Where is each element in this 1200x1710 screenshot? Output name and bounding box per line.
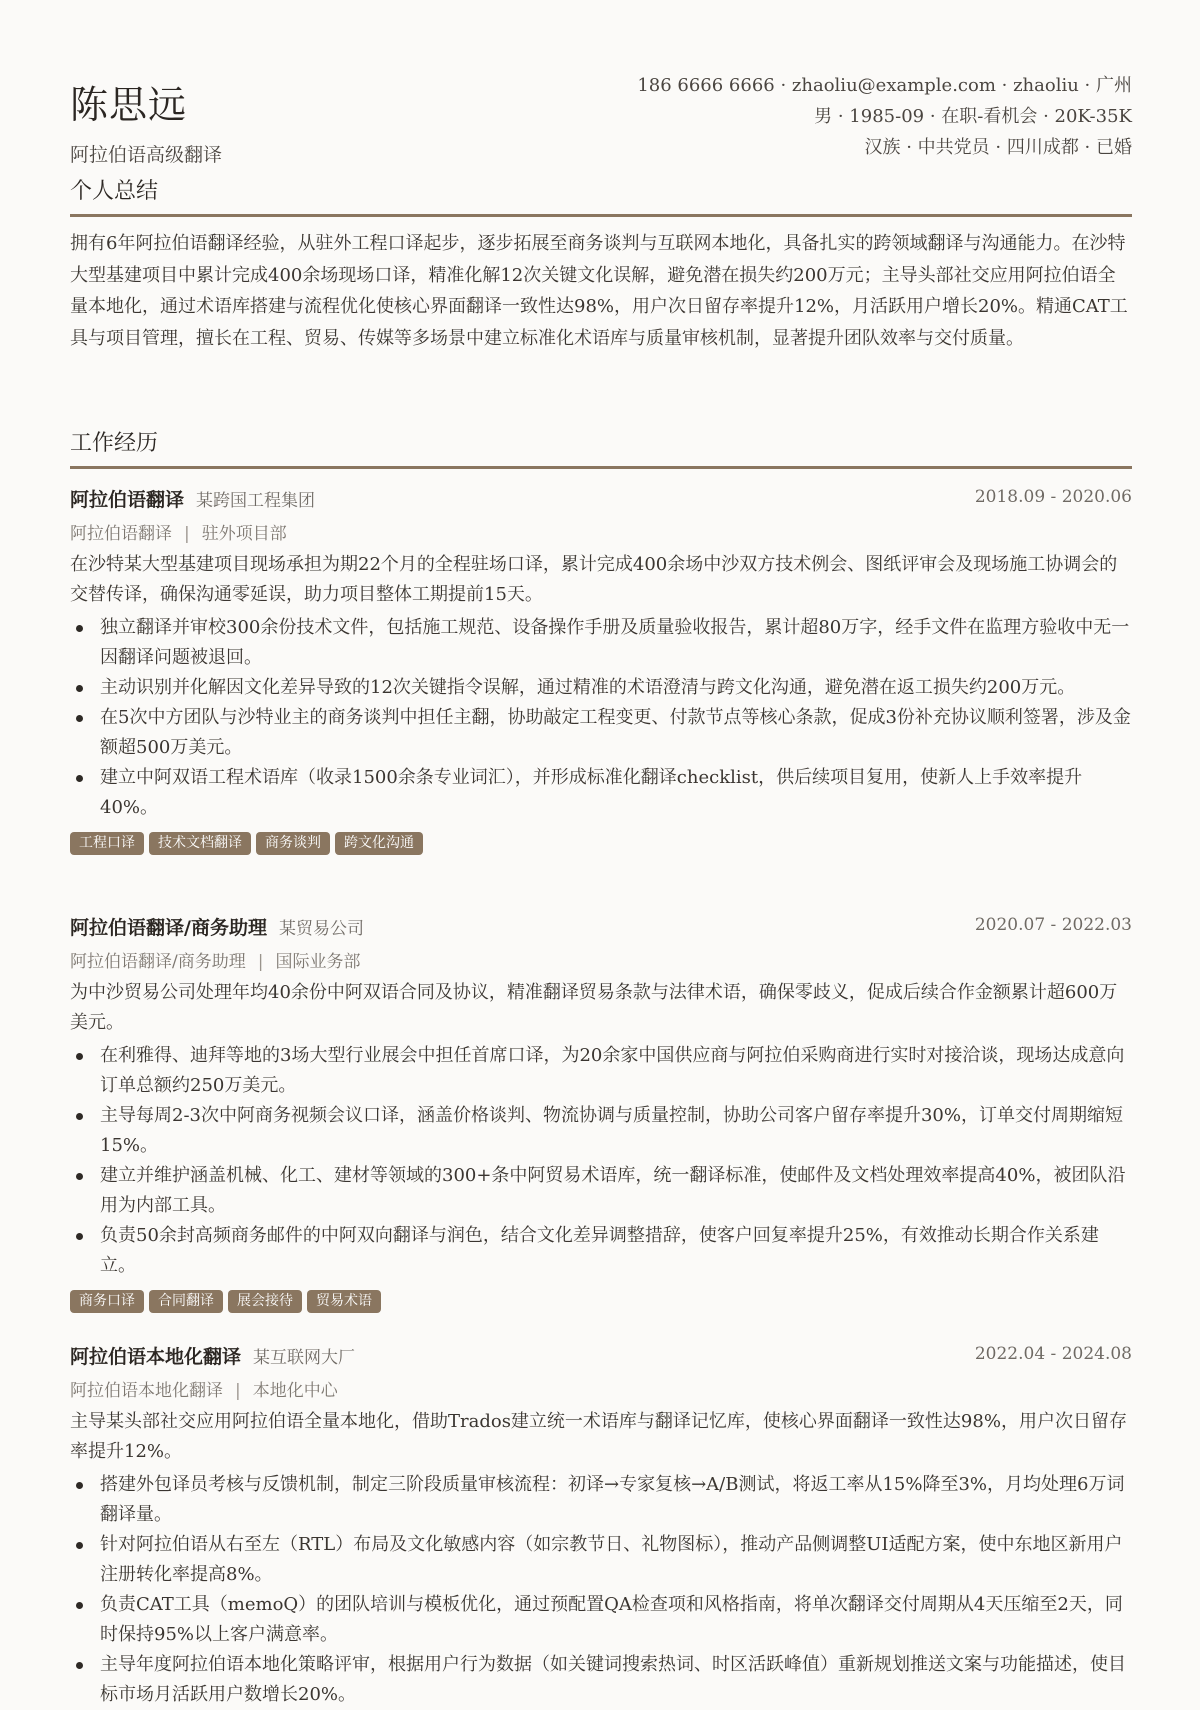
job-entry	[70, 485, 1132, 856]
job-title: 阿拉伯语高级翻译	[70, 144, 223, 166]
bullet-item: 负责50余封高频商务邮件的中阿双向翻译与润色，结合文化差异调整措辞，使客户回复率提升25%，有效推动长期合作关系建立。	[70, 1221, 1132, 1281]
experience-divider	[70, 466, 1132, 469]
summary-text: 拥有6年阿拉伯语翻译经验，从驻外工程口译起步，逐步拓展至商务谈判与互联网本地化，具备扎实的跨领域翻译与沟通能力。在沙特大型基建项目中累计完成400余场现场口译，精准化解12次关键文化误解，避免潜在损失约200万元；主导头部社交应用阿拉伯语全量本地化，通过术语库搭建与流程优化使核心界面翻译一致性达98%，用户次日留存率提升12%，月活跃用户增长20%。精通CAT工具与项目管理，擅长在工程、贸易、传媒等多场景中建立标准化术语库与质量审核机制，显著提升团队效率与交付质量。	[70, 233, 1128, 349]
job-bullets	[70, 1041, 1132, 1281]
bullet-item: 建立并维护涵盖机械、化工、建材等领域的300+条中阿贸易术语库，统一翻译标准，使邮件及文档处理效率提高40%，被团队沿用为内部工具。	[70, 1161, 1132, 1221]
bullet-item: 主动识别并化解因文化差异导致的12次关键指令误解，通过精准的术语澄清与跨文化沟通，避免潜在返工损失约200万元。	[70, 673, 1132, 703]
resume-header	[70, 70, 1132, 170]
job-company: 某贸易公司	[278, 919, 364, 939]
skill-tag: 商务口译	[70, 1290, 144, 1313]
job-company: 某跨国工程集团	[196, 491, 316, 511]
job-company: 某互联网大厂	[253, 1348, 356, 1368]
personal-info-line: 男 · 1985-09 · 在职-看机会 · 20K-35K	[814, 106, 1132, 127]
personal-details-line: 汉族 · 中共党员 · 四川成都 · 已婚	[864, 137, 1132, 158]
job-subline	[70, 947, 1132, 977]
experience-heading: 工作经历	[70, 431, 159, 456]
job-header	[70, 1342, 1132, 1372]
summary-heading: 个人总结	[70, 179, 159, 204]
job-header	[70, 485, 1132, 515]
bullet-item: 主导每周2-3次中阿商务视频会议口译，涵盖价格谈判、物流协调与质量控制，协助公司客户留存率提升30%，订单交付周期缩短15%。	[70, 1101, 1132, 1161]
skill-tag: 技术文档翻译	[149, 832, 251, 855]
job-position: 阿拉伯语翻译	[70, 524, 172, 544]
job-subline	[70, 519, 1132, 549]
job-role: 阿拉伯语本地化翻译	[70, 1346, 242, 1368]
separator: |	[184, 524, 190, 544]
contact-info	[637, 70, 1132, 163]
job-description: 主导某头部社交应用阿拉伯语全量本地化，借助Trados建立统一术语库与翻译记忆库，使核心界面翻译一致性达98%，用户次日留存率提升12%。	[70, 1411, 1127, 1462]
candidate-name: 陈思远	[70, 83, 188, 127]
job-entry	[70, 913, 1132, 1314]
bullet-item: 建立中阿双语工程术语库（收录1500余条专业词汇），并形成标准化翻译checklist，供后续项目复用，使新人上手效率提升40%。	[70, 763, 1132, 823]
job-department: 驻外项目部	[201, 524, 287, 544]
contact-line: 186 6666 6666 · zhaoliu@example.com · zhaoliu · 广州	[637, 75, 1132, 96]
job-position: 阿拉伯语翻译/商务助理	[70, 952, 246, 972]
bullet-item: 搭建外包译员考核与反馈机制，制定三阶段质量审核流程：初译→专家复核→A/B测试，将返工率从15%降至3%，月均处理6万词翻译量。	[70, 1470, 1132, 1530]
bullet-item: 在利雅得、迪拜等地的3场大型行业展会中担任首席口译，为20余家中国供应商与阿拉伯采购商进行实时对接洽谈，现场达成意向订单总额约250万美元。	[70, 1041, 1132, 1101]
job-header	[70, 913, 1132, 943]
job-role: 阿拉伯语翻译	[70, 489, 185, 511]
job-date: 2020.07 - 2022.03	[974, 915, 1132, 935]
skill-tag: 跨文化沟通	[335, 832, 423, 855]
skill-tag: 展会接待	[228, 1290, 302, 1313]
separator: |	[235, 1381, 241, 1401]
skill-tag: 合同翻译	[149, 1290, 223, 1313]
job-date: 2022.04 - 2024.08	[974, 1344, 1132, 1364]
job-description: 为中沙贸易公司处理年均40余份中阿双语合同及协议，精准翻译贸易条款与法律术语，确保零歧义，促成后续合作金额累计超600万美元。	[70, 982, 1118, 1033]
job-position: 阿拉伯语本地化翻译	[70, 1381, 223, 1401]
job-bullets	[70, 1470, 1132, 1710]
job-date: 2018.09 - 2020.06	[974, 487, 1132, 507]
job-entry	[70, 1342, 1132, 1710]
bullet-item: 在5次中方团队与沙特业主的商务谈判中担任主翻，协助敲定工程变更、付款节点等核心条款，促成3份补充协议顺利签署，涉及金额超500万美元。	[70, 703, 1132, 763]
bullet-item: 负责CAT工具（memoQ）的团队培训与模板优化，通过预配置QA检查项和风格指南，将单次翻译交付周期从4天压缩至2天，同时保持95%以上客户满意率。	[70, 1590, 1132, 1650]
bullet-item: 主导年度阿拉伯语本地化策略评审，根据用户行为数据（如关键词搜索热词、时区活跃峰值）重新规划推送文案与功能描述，使目标市场月活跃用户数增长20%。	[70, 1650, 1132, 1710]
job-description: 在沙特某大型基建项目现场承担为期22个月的全程驻场口译，累计完成400余场中沙双方技术例会、图纸评审会及现场施工协调会的交替传译，确保沟通零延误，助力项目整体工期提前15天。	[70, 554, 1118, 605]
job-department: 国际业务部	[275, 952, 361, 972]
separator: |	[257, 952, 264, 972]
skill-tag: 贸易术语	[307, 1290, 381, 1313]
job-department: 本地化中心	[252, 1381, 338, 1401]
skill-tags	[70, 832, 1132, 856]
job-subline	[70, 1376, 1132, 1406]
bullet-item: 独立翻译并审校300余份技术文件，包括施工规范、设备操作手册及质量验收报告，累计超80万字，经手文件在监理方验收中无一因翻译问题被退回。	[70, 613, 1132, 673]
job-role: 阿拉伯语翻译/商务助理	[70, 917, 267, 939]
skill-tag: 工程口译	[70, 832, 144, 855]
job-bullets	[70, 613, 1132, 823]
bullet-item: 针对阿拉伯语从右至左（RTL）布局及文化敏感内容（如宗教节日、礼物图标），推动产品侧调整UI适配方案，使中东地区新用户注册转化率提高8%。	[70, 1530, 1132, 1590]
skill-tags	[70, 1290, 1132, 1314]
skill-tag: 商务谈判	[256, 832, 330, 855]
summary-divider	[70, 214, 1132, 217]
